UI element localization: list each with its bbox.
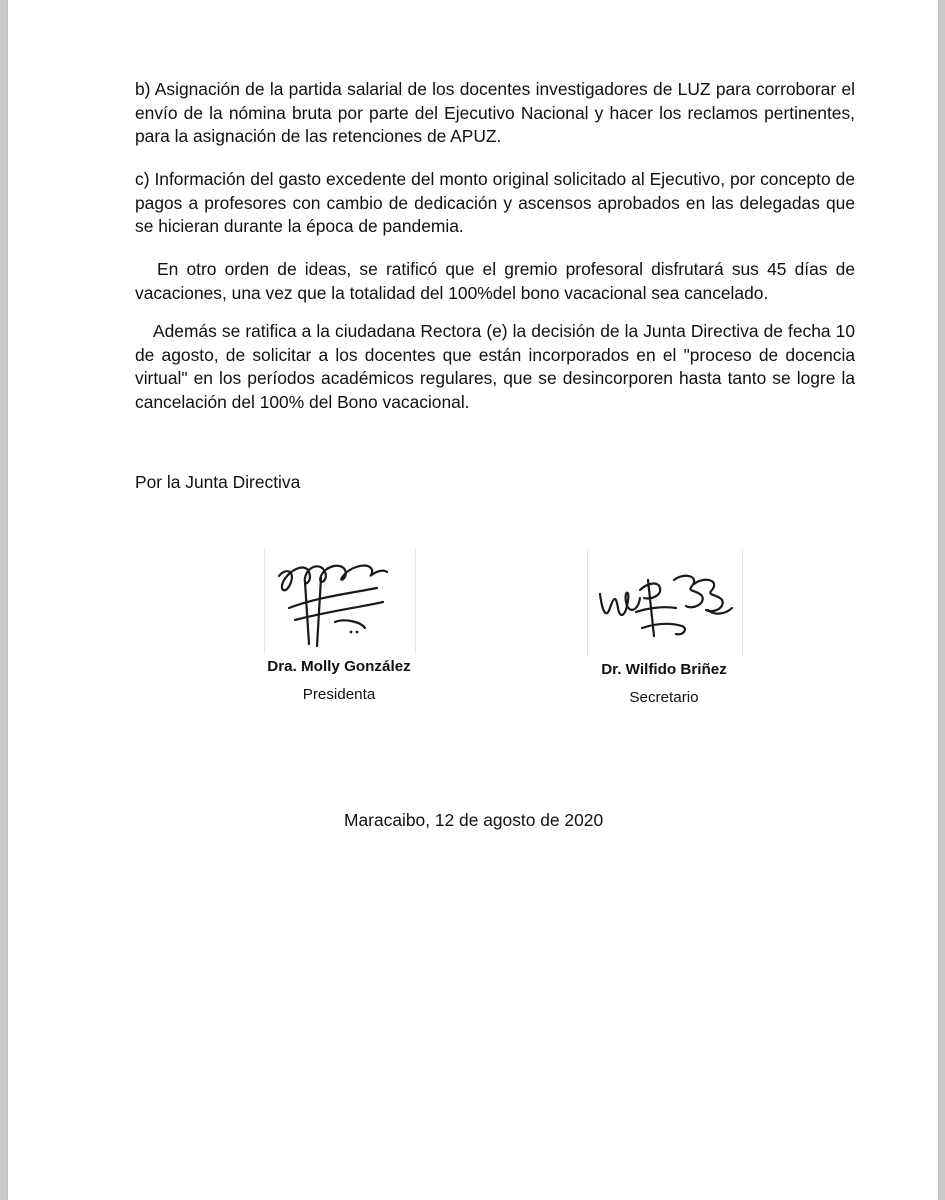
signatory-name: Dr. Wilfido Briñez	[601, 661, 727, 678]
signatory-role: Secretario	[629, 689, 699, 706]
paragraph-c: c) Información del gasto excedente del monto original solicitado al Ejecutivo, por concepto de pagos a profesores con cambio de dedicación y ascensos aprobados en las delegadas que se hicieran durante la época de pandemia.	[135, 169, 855, 237]
document-page	[7, 0, 939, 1200]
paragraph-b: b) Asignación de la partida salarial de los docentes investigadores de LUZ para corroborar el envío de la nómina bruta por parte del Ejecutivo Nacional y hacer los reclamos pertinentes, para la asignación de las retenciones de APUZ.	[135, 79, 855, 147]
place-date: Maracaibo, 12 de agosto de 2020	[344, 810, 604, 830]
signatory-name: Dra. Molly González	[267, 658, 411, 675]
signatory-role: Presidenta	[302, 686, 376, 703]
paragraph-vacaciones: En otro orden de ideas, se ratificó que el gremio profesoral disfrutará sus 45 días de vacaciones, una vez que la totalidad del 100%del bono vacacional sea cancelado.	[135, 259, 855, 303]
closing-line: Por la Junta Directiva	[135, 472, 301, 492]
paragraph-rectora: Además se ratifica a la ciudadana Rectora (e) la decisión de la Junta Directiva de fecha 10 de agosto, de solicitar a los docentes que están incorporados en el "proceso de docencia virtual" en los períodos académicos regulares, que se desincorporen hasta tanto se logre la cancelación del 100% del Bono vacacional.	[135, 321, 855, 412]
signature-wilfido-brinez	[587, 550, 743, 656]
signature-molly-gonzalez	[264, 548, 416, 654]
